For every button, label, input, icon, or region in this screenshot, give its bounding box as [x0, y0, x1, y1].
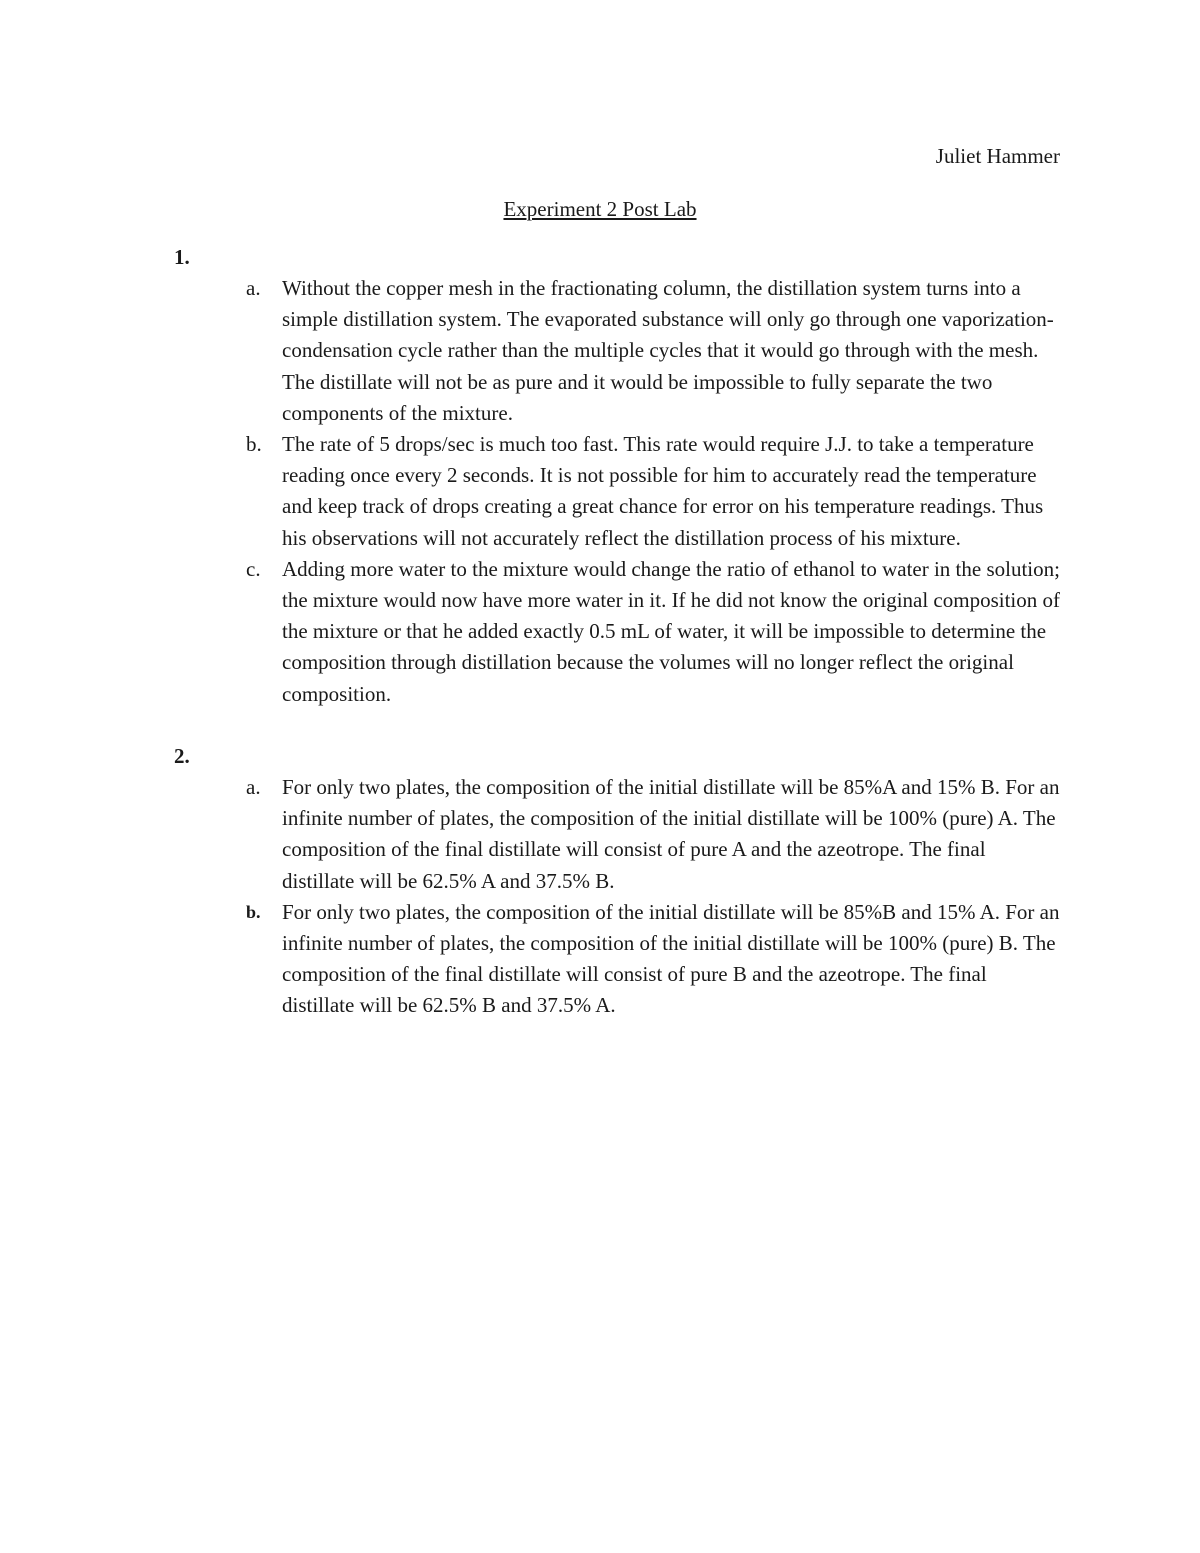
answer-letter: c.: [246, 556, 261, 581]
answer-text: The rate of 5 drops/sec is much too fast. This rate would require J.J. to take a temperature reading once every 2 seconds. It is not possible for him to accurately read the temperature and keep track of drops creating a great chance for error on his temperature readings. Thus his observations will not accurately reflect the distillation process of his mixture.: [282, 432, 1044, 550]
answer-text: Adding more water to the mixture would change the ratio of ethanol to water in the solution; the mixture would now have more water in it. If he did not know the original composition of the mixture or that he added exactly 0.5 mL of water, it will be impossible to determine the composition through distillation because the volumes will no longer reflect the original composition.: [282, 556, 1061, 706]
question-1: [174, 242, 1064, 710]
answer-text: For only two plates, the composition of the initial distillate will be 85%A and 15% B. For an infinite number of plates, the composition of the initial distillate will be 100% (pure) A. The composition of the final distillate will consist of pure A and the azeotrope. The final distillate will be 62.5% A and 37.5% B.: [282, 775, 1060, 893]
answer-letter: a.: [246, 775, 261, 799]
answer-letter: b.: [246, 432, 262, 457]
question-number: 2.: [174, 744, 190, 768]
document-title: Experiment 2 Post Lab: [503, 197, 697, 221]
answer-item: [174, 772, 1064, 897]
answer-item: [174, 429, 1064, 554]
answer-item: [174, 554, 1064, 710]
question-number: 1.: [174, 245, 190, 269]
answer-letter: a.: [246, 276, 261, 300]
author-name: Juliet Hammer: [935, 144, 1060, 168]
question-2: [174, 741, 1064, 1022]
answer-item: [174, 273, 1064, 429]
answer-item: [174, 897, 1064, 1022]
answer-text: For only two plates, the composition of the initial distillate will be 85%B and 15% A. For an infinite number of plates, the composition of the initial distillate will be 100% (pure) B. The composition of the final distillate will consist of pure B and the azeotrope. The final distillate will be 62.5% B and 37.5% A.: [282, 899, 1060, 1018]
answer-text: Without the copper mesh in the fractionating column, the distillation system turns into a simple distillation system. The evaporated substance will only go through one vaporization-condensation cycle rather than the multiple cycles that it would go through with the mesh. The distillate will not be as pure and it would be impossible to fully separate the two components of the mixture.: [282, 276, 1054, 425]
answer-letter: b.: [246, 901, 261, 922]
